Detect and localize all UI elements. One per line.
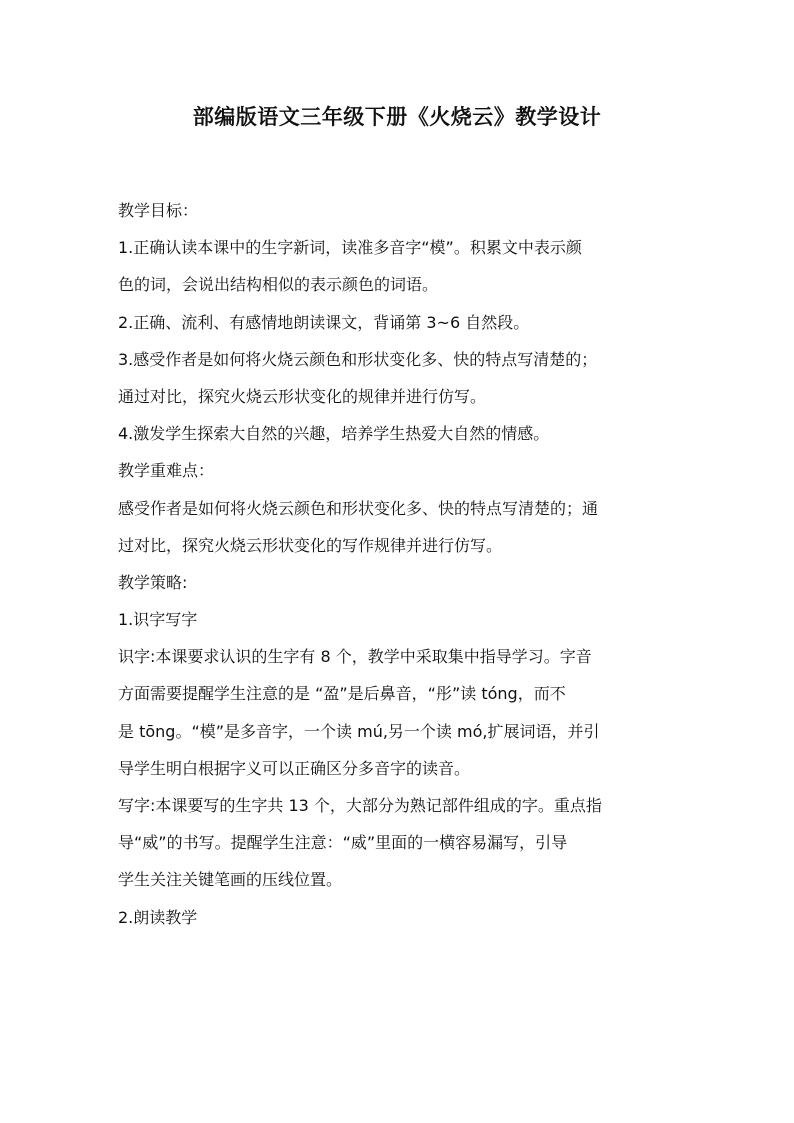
section-heading-teaching-goals: 教学目标：	[118, 201, 199, 220]
paragraph-line: 导“威”的书写。提醒学生注意：“威”里面的一横容易漏写，引导	[118, 833, 568, 853]
section-heading-strategies: 教学策略:	[118, 572, 188, 592]
section-heading-key-points: 教学重难点：	[118, 461, 215, 481]
paragraph-line: 色的词，会说出结构相似的表示颜色的词语。	[118, 275, 439, 295]
paragraph-line: 2.正确、流利、有感情地朗读课文，背诵第 3~6 自然段。	[118, 312, 530, 332]
paragraph-line: 1.正确认读本课中的生字新词，读准多音字“模”。积累文中表示颜	[118, 238, 582, 258]
document-body	[118, 192, 686, 936]
paragraph-line: 写字:本课要写的生字共 13 个，大部分为熟记部件组成的字。重点指	[118, 796, 602, 815]
paragraph-line: 学生关注关键笔画的压线位置。	[118, 870, 343, 890]
paragraph-line: 3.感受作者是如何将火烧云颜色和形状变化多、快的特点写清楚的；	[118, 349, 598, 369]
paragraph-line: 4.激发学生探索大自然的兴趣，培养学生热爱大自然的情感。	[118, 424, 550, 444]
paragraph-line: 导学生明白根据字义可以正确区分多音字的读音。	[118, 758, 471, 778]
paragraph-line: 过对比，探究火烧云形状变化的写作规律并进行仿写。	[118, 535, 503, 555]
paragraph-line: 感受作者是如何将火烧云颜色和形状变化多、快的特点写清楚的；通	[118, 498, 599, 518]
subheading-literacy-writing: 1.识字写字	[118, 610, 198, 630]
subheading-reading-teaching: 2.朗读教学	[118, 907, 198, 927]
paragraph-line: 是 tōng。“模”是多音字，一个读 mú,另一个读 mó,扩展词语，并引	[118, 721, 600, 741]
document-title: 部编版语文三年级下册《火烧云》教学设计	[192, 105, 602, 129]
paragraph-line: 通过对比，探究火烧云形状变化的规律并进行仿写。	[118, 386, 487, 406]
paragraph-line: 识字:本课要求认识的生字有 8 个，教学中采取集中指导学习。字音	[118, 647, 592, 667]
paragraph-line: 方面需要提醒学生注意的是 “盈”是后鼻音，“彤”读 tóng，而不	[118, 684, 566, 704]
